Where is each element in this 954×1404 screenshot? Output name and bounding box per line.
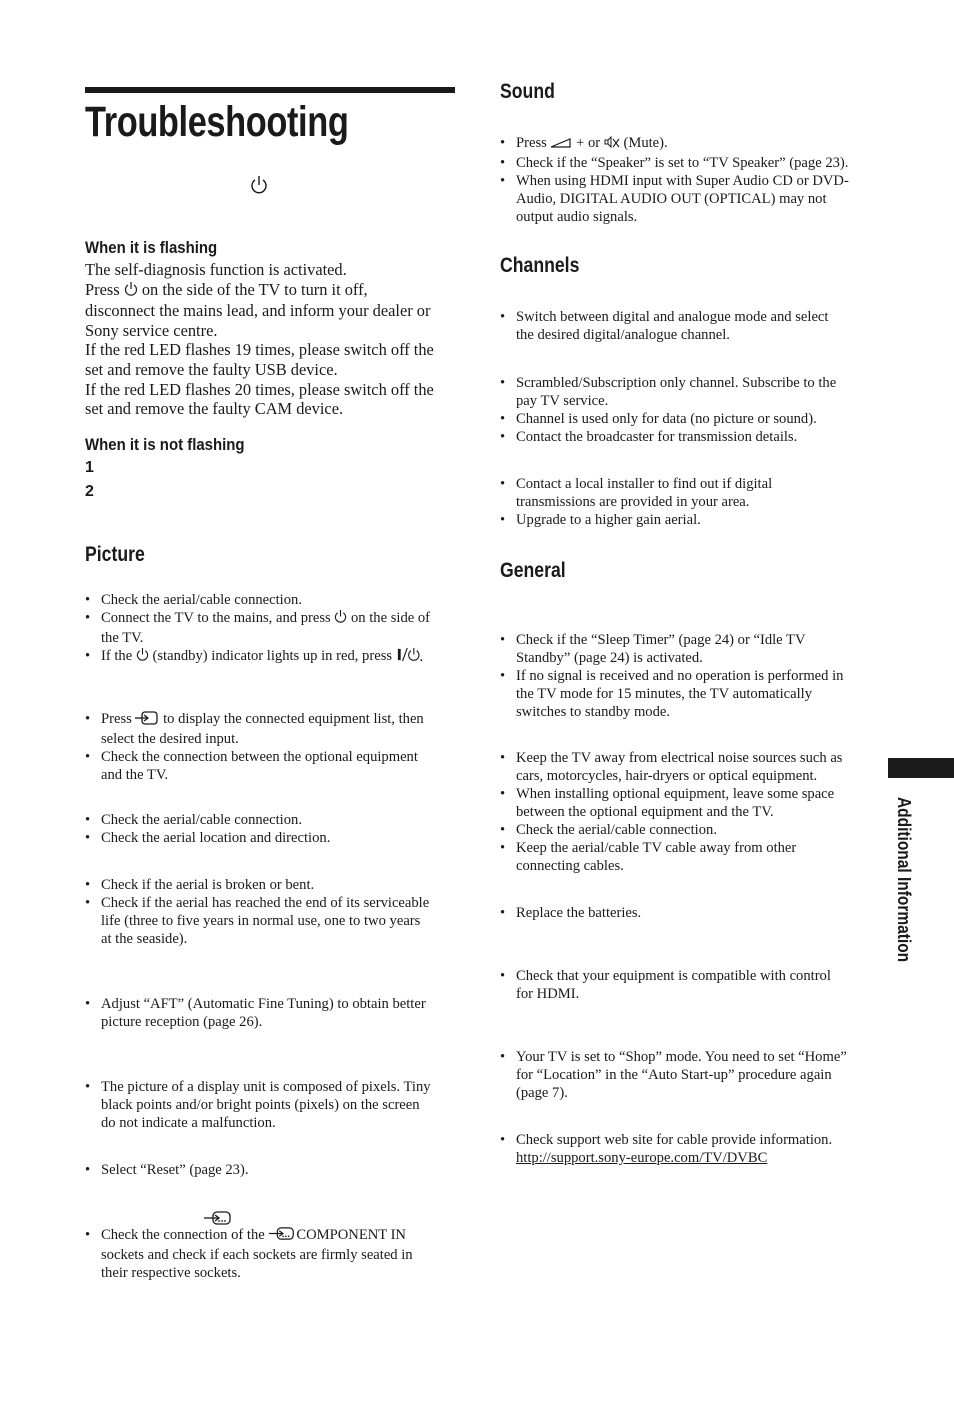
flashing-heading: When it is flashing	[85, 238, 218, 257]
list-item: • Channel is used only for data (no picture or sound).	[500, 410, 880, 428]
channels-heading: Channels	[500, 254, 580, 277]
general-list-4	[500, 967, 880, 1003]
general-list-1	[500, 631, 880, 721]
picture-list-5	[85, 995, 460, 1031]
list-item: • Check the connection between the optional equipment and the TV.	[85, 748, 460, 784]
general-list-2	[500, 749, 880, 875]
list-item: • Check the aerial/cable connection.	[500, 821, 880, 839]
picture-list-4	[85, 876, 460, 948]
page-title: Troubleshooting	[85, 98, 349, 146]
flashing-description	[85, 260, 465, 419]
input-icon	[135, 711, 159, 730]
power-icon	[124, 281, 138, 302]
list-item: • Check if the aerial has reached the end of its serviceable life (three to five years in normal use, one to two years at the seaside).	[85, 894, 460, 948]
general-heading: General	[500, 559, 566, 582]
list-item: • Keep the aerial/cable TV cable away from other connecting cables.	[500, 839, 880, 875]
flashing-line: The self-diagnosis function is activated.	[85, 260, 347, 279]
list-item: • Check if the aerial is broken or bent.	[85, 876, 460, 894]
list-item: • When using HDMI input with Super Audio CD or DVD- Audio, DIGITAL AUDIO OUT (OPTICAL) may not output audio signals.	[500, 172, 880, 226]
step-number: 1	[85, 459, 94, 476]
list-item: • Switch between digital and analogue mode and select the desired digital/analogue channel.	[500, 308, 880, 344]
picture-list-8	[85, 1226, 460, 1282]
list-item: • Check that your equipment is compatible with control for HDMI.	[500, 967, 880, 1003]
sound-list	[500, 134, 880, 226]
list-item: • Adjust “AFT” (Automatic Fine Tuning) to obtain better picture reception (page 26).	[85, 995, 460, 1031]
component-input-icon	[268, 1226, 296, 1246]
picture-list-6	[85, 1078, 460, 1132]
list-item: • Press + or (Mute).	[500, 134, 880, 154]
channels-list-2	[500, 374, 880, 446]
list-item: • Select “Reset” (page 23).	[85, 1161, 460, 1179]
side-tab-marker	[888, 758, 954, 778]
picture-list-2	[85, 710, 460, 784]
mute-icon	[604, 136, 620, 154]
side-tab-label: Additional Information	[894, 797, 914, 963]
on-standby-icon	[396, 647, 426, 667]
list-item: • Check support web site for cable provide information. http://support.sony-europe.com/TV/DVBC	[500, 1131, 880, 1167]
picture-list-7	[85, 1161, 460, 1179]
list-item: • Upgrade to a higher gain aerial.	[500, 511, 880, 529]
general-list-3	[500, 904, 880, 922]
general-list-6	[500, 1131, 880, 1167]
list-item: • Press to display the connected equipment list, then select the desired input.	[85, 710, 460, 748]
flashing-line: Sony service centre.	[85, 320, 218, 340]
list-item: • Check the aerial location and direction.	[85, 829, 460, 847]
list-item: • If no signal is received and no operation is performed in the TV mode for 15 minutes, the TV automatically switches to standby mode.	[500, 667, 880, 721]
support-link[interactable]: http://support.sony-europe.com/TV/DVBC	[516, 1150, 768, 1166]
list-item: • Check the aerial/cable connection.	[85, 811, 460, 829]
volume-icon	[550, 136, 572, 154]
title-rule	[85, 87, 455, 93]
flashing-line: set and remove the faulty CAM device.	[85, 399, 344, 419]
list-item: • Contact the broadcaster for transmission details.	[500, 428, 880, 446]
channels-list-1	[500, 308, 880, 344]
flashing-line: If the red LED flashes 19 times, please switch off the	[85, 340, 434, 360]
not-flashing-heading: When it is not flashing	[85, 435, 245, 454]
list-item: • Check the connection of the COMPONENT IN sockets and check if each sockets are firmly seated in their respective sockets.	[85, 1226, 460, 1282]
picture-heading: Picture	[85, 543, 145, 566]
power-icon	[136, 647, 149, 667]
list-item: • If the (standby) indicator lights up in red, press	[85, 647, 460, 667]
step-number: 2	[85, 483, 94, 500]
flashing-line: disconnect the mains lead, and inform your dealer or	[85, 301, 431, 321]
power-icon	[334, 609, 347, 629]
list-item: • Replace the batteries.	[500, 904, 880, 922]
list-item: • Keep the TV away from electrical noise sources such as cars, motorcycles, hair-dryers or optical equipment.	[500, 749, 880, 785]
list-item: • Scrambled/Subscription only channel. Subscribe to the pay TV service.	[500, 374, 880, 410]
list-item: • Check if the “Sleep Timer” (page 24) or “Idle TV Standby” (page 24) is activated.	[500, 631, 880, 667]
list-item: • Your TV is set to “Shop” mode. You need to set “Home” for “Location” in the “Auto Start-up” procedure again (page 7).	[500, 1048, 880, 1102]
flashing-line: If the red LED flashes 20 times, please switch off the	[85, 379, 434, 399]
power-icon	[250, 175, 268, 200]
list-item: • Contact a local installer to find out if digital transmissions are provided in your area.	[500, 475, 880, 511]
flashing-line: set and remove the faulty USB device.	[85, 359, 338, 379]
general-list-5	[500, 1048, 880, 1102]
list-item: • When installing optional equipment, leave some space between the optional equipment and the TV.	[500, 785, 880, 821]
sound-heading: Sound	[500, 80, 555, 103]
channels-list-3	[500, 475, 880, 529]
list-item: • The picture of a display unit is composed of pixels. Tiny black points and/or bright points (pixels) on the screen do not indicate a malfunction.	[85, 1078, 460, 1132]
list-item: • Connect the TV to the mains, and press on the side of the TV.	[85, 609, 460, 647]
list-item: • Check if the “Speaker” is set to “TV Speaker” (page 23).	[500, 154, 880, 172]
list-item: • Check the aerial/cable connection.	[85, 591, 460, 609]
picture-list-3	[85, 811, 460, 847]
flashing-line: Press on the side of the TV to turn it off,	[85, 280, 465, 302]
picture-list-1	[85, 591, 460, 667]
